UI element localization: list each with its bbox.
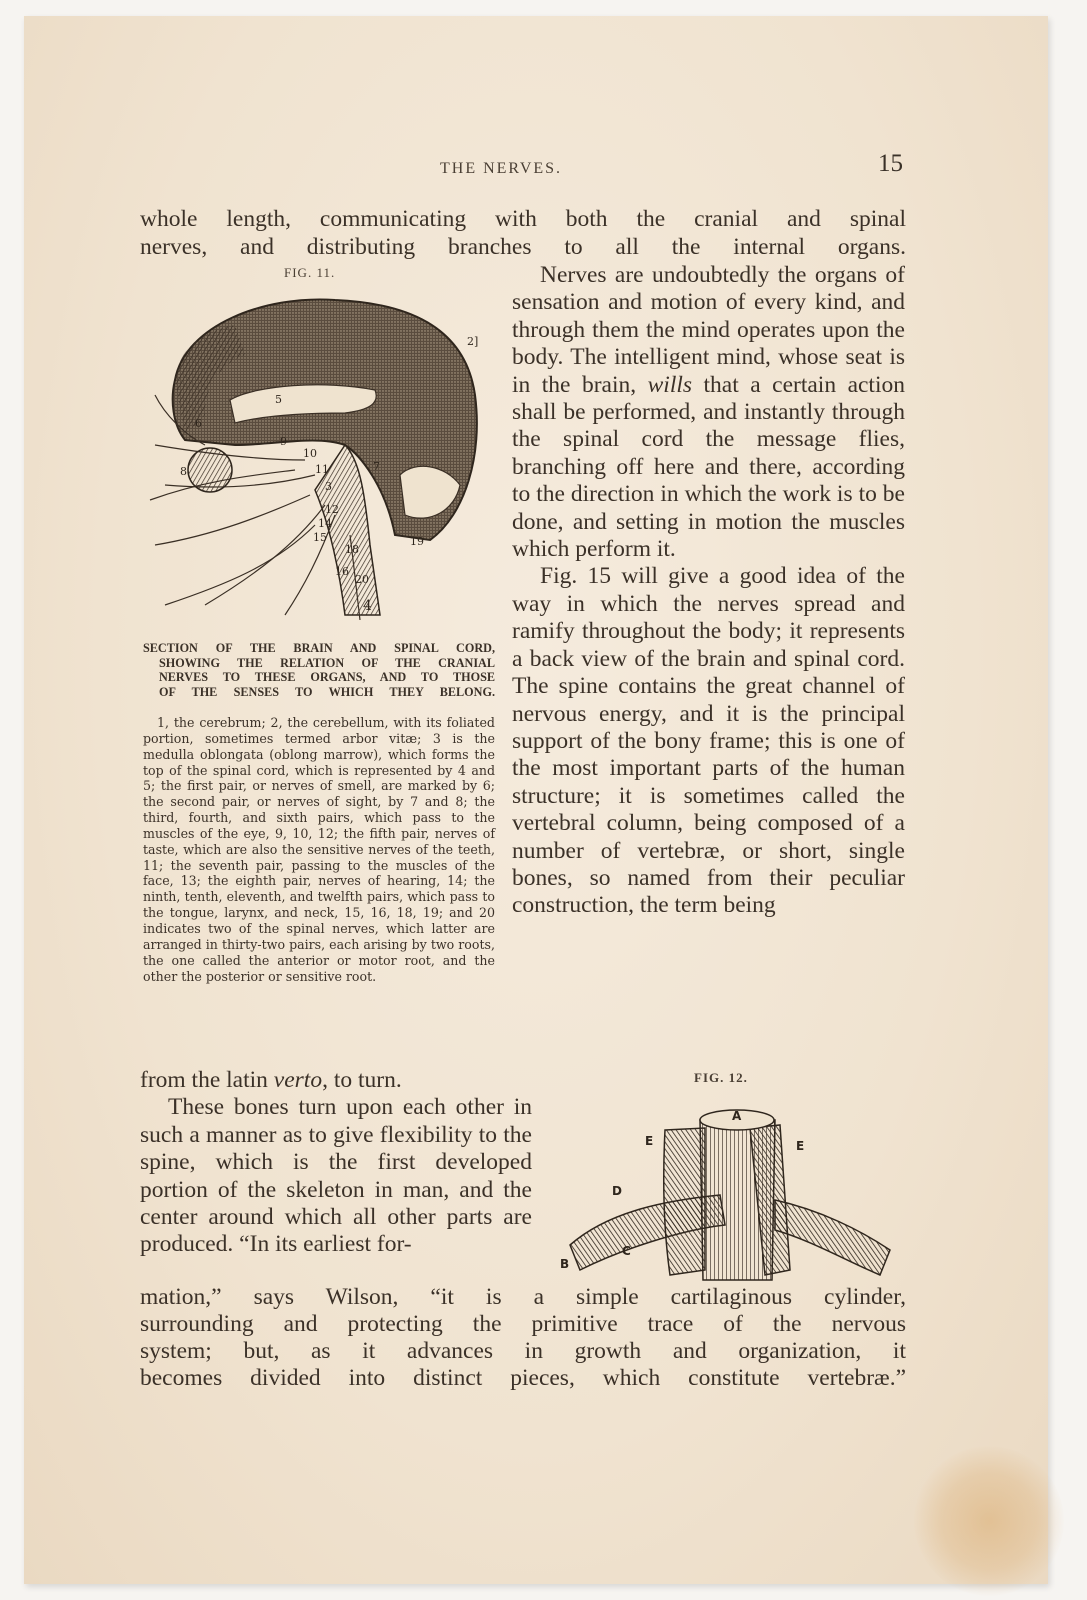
marker-E-left: E — [645, 1134, 654, 1148]
caption-line: OF THE SENSES TO WHICH THEY BELONG. — [159, 684, 495, 699]
marker-7: 7 — [373, 460, 380, 473]
marker-2: 2] — [467, 335, 479, 348]
right-column — [512, 262, 905, 920]
marker-8: 8 — [180, 465, 187, 478]
left-bottom-column — [140, 1067, 532, 1259]
figure-11-brain-illustration — [145, 285, 500, 620]
text-line: nerves, and distributing branches to all the internal organs. — [140, 234, 906, 260]
caption-line: NERVES TO THESE ORGANS, AND TO THOSE — [159, 670, 495, 684]
caption-line: SECTION OF THE BRAIN AND SPINAL CORD, — [143, 641, 495, 655]
figure-11-label: FIG. 11. — [284, 265, 336, 280]
running-head: THE NERVES. — [440, 160, 563, 177]
marker-5: 5 — [275, 393, 282, 406]
marker-15: 15 — [313, 531, 327, 544]
caption-line: SHOWING THE RELATION OF THE CRANIAL — [159, 655, 495, 670]
water-stain — [914, 1446, 1064, 1596]
spinal-column — [700, 1120, 775, 1280]
marker-19: 19 — [410, 535, 424, 548]
paragraph-nerves: Nerves are undoubtedly the organs of sensation and motion of every kind, and through them the mind operates upon the body. The intelligent mind, whose seat is in the brain, wills that a certain action shall be performed, and instantly through the spinal cord the message flies, branching off here and there, according to the direction in which the work is to be done, and setting in motion the muscles which perform it. — [512, 262, 905, 563]
text-line: whole length, communicating with both the cranial and spinal — [140, 206, 906, 232]
paragraph-bones: These bones turn upon each other in such a manner as to give flexibility to the spine, which is the first developed portion of the skeleton in man, and the center around which all other parts are produced. “In its earliest for- — [140, 1094, 532, 1258]
marker-D: D — [612, 1184, 622, 1198]
paragraph-fig15: Fig. 15 will give a good idea of the way in which the nerves spread and ramify throughout the body; it represents a back view of the brain and spinal cord. The spine contains the great channel of nervous energy, and it is the principal support of the bony frame; this is one of the most important parts of the human structure; it is sometimes called the vertebral column, being composed of a number of vertebræ, or short, single bones, so named from their peculiar construction, the term being — [512, 563, 905, 919]
paragraph-verto: from the latin verto, to turn. — [140, 1067, 402, 1093]
marker-20: 20 — [355, 573, 369, 586]
eye-shape — [188, 448, 232, 492]
figure-12-vertebra-illustration — [550, 1090, 900, 1290]
marker-9: 9 — [280, 435, 287, 448]
text-line: mation,” says Wilson, “it is a simple cartilaginous cylinder, — [140, 1284, 906, 1310]
marker-11: 11 — [315, 463, 329, 476]
page-number: 15 — [878, 150, 903, 177]
marker-B: B — [560, 1257, 570, 1271]
text-line: becomes divided into distinct pieces, which constitute vertebræ.” — [140, 1365, 906, 1391]
marker-6: 6 — [195, 417, 202, 430]
figure-12-label: FIG. 12. — [694, 1070, 748, 1085]
marker-12: 12 — [325, 503, 339, 516]
marker-16: 16 — [335, 565, 349, 578]
figure-11-caption — [143, 641, 495, 699]
marker-C: C — [622, 1244, 631, 1258]
marker-18: 18 — [345, 543, 359, 556]
text-line: system; but, as it advances in growth and organization, it — [140, 1338, 906, 1364]
marker-4: 4 — [363, 598, 372, 614]
marker-10: 10 — [303, 447, 317, 460]
marker-3: 3 — [325, 480, 332, 493]
marker-E-right: E — [796, 1139, 805, 1153]
figure-11-legend: 1, the cerebrum; 2, the cerebellum, with its foliated portion, sometimes termed arbor vitæ; 3 is the medulla oblongata (oblong marrow), which forms the top of the spinal cord, which is represented by 4 and 5; the first pair, or nerves of smell, are marked by 6; the second pair, or nerves of sight, by 7 and 8; the third, fourth, and sixth pairs, which pass to the muscles of the eye, 9, 10, 12; the fifth pair, nerves of taste, which are also the sensitive nerves of the teeth, 11; the seventh pair, passing to the muscles of the face, 13; the eighth pair, nerves of hearing, 14; the ninth, tenth, eleventh, and twelfth pairs, which pass to the tongue, larynx, and neck, 15, 16, 18, 19; and 20 indicates two of the spinal nerves, which latter are arranged in thirty-two pairs, each arising by two roots, the one called the anterior or motor root, and the other the posterior or sensitive root. — [143, 715, 495, 984]
marker-A: A — [732, 1109, 742, 1123]
marker-14: 14 — [318, 517, 332, 530]
text-line: surrounding and protecting the primitive trace of the nervous — [140, 1311, 906, 1337]
right-nerve-root — [775, 1200, 890, 1275]
